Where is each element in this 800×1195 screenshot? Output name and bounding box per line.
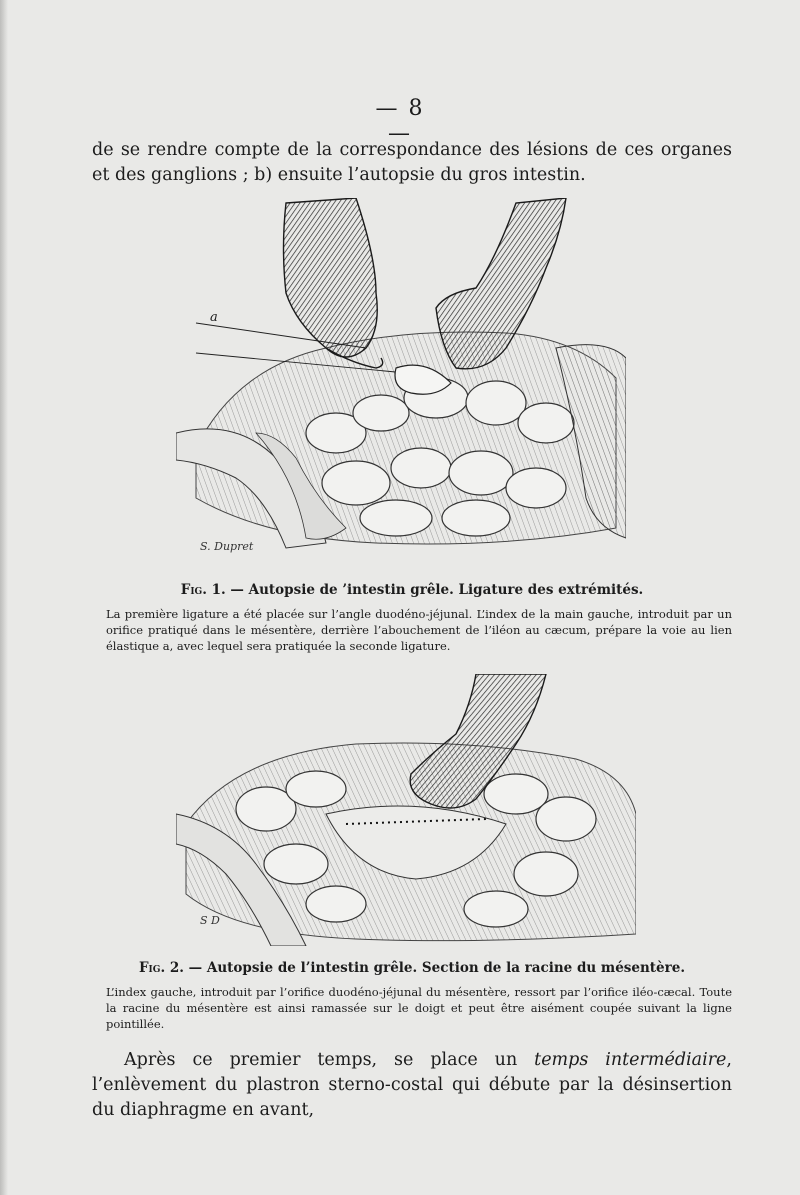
emphasis-temps-intermediaire: temps intermédiaire bbox=[534, 1050, 727, 1070]
figure-1-caption-title bbox=[92, 582, 732, 598]
body-text-bottom: Après ce premier temps, se place un temps intermédiaire, l’enlèvement du plastron sterno-costal qui débute par la désinsertion du diaphragme en avant, bbox=[92, 1050, 732, 1120]
figure-1-illustration bbox=[176, 198, 626, 568]
figure-1-label-a: a bbox=[210, 310, 218, 325]
figure-1-caption-body: La première ligature a été placée sur l’angle duodéno-jéjunal. L’index de la main gauche, introduit par un orifice pratiqué dans le mésentère, derrière l’abouchement de l’iléon au cæcum, prépare la voie au lien élastique a, avec lequel sera pratiquée la seconde ligature. bbox=[106, 607, 732, 653]
figure-1-caption-heading: — Autopsie de ’intestin grêle. Ligature des extrémités. bbox=[225, 582, 644, 598]
figure-2-illustration bbox=[176, 674, 636, 946]
figure-1-caption-number: Fig. 1. bbox=[180, 582, 226, 598]
figure-1-artist-signature: S. Dupret bbox=[200, 540, 254, 553]
body-text-top: de se rendre compte de la correspondance des lésions de ces organes et des ganglions ; b) ensuite l’autopsie du gros intestin. bbox=[92, 140, 732, 185]
figure-2-caption-number: Fig. 2. bbox=[138, 960, 184, 976]
figure-2-caption-body: L’index gauche, introduit par l’orifice duodéno-jéjunal du mésentère, ressort par l’orifice iléo-cæcal. Toute la racine du mésentère est ainsi ramassée sur le doigt et peut être aisément coupée suivant la ligne pointillée. bbox=[106, 985, 732, 1031]
figure-2-caption-heading: — Autopsie de l’intestin grêle. Section de la racine du mésentère. bbox=[183, 960, 686, 976]
figure-2-caption-title bbox=[92, 960, 732, 976]
figure-2-artist-signature: S D bbox=[200, 914, 220, 927]
page-edge bbox=[0, 0, 8, 1195]
page-number: — 8 — bbox=[375, 96, 425, 146]
